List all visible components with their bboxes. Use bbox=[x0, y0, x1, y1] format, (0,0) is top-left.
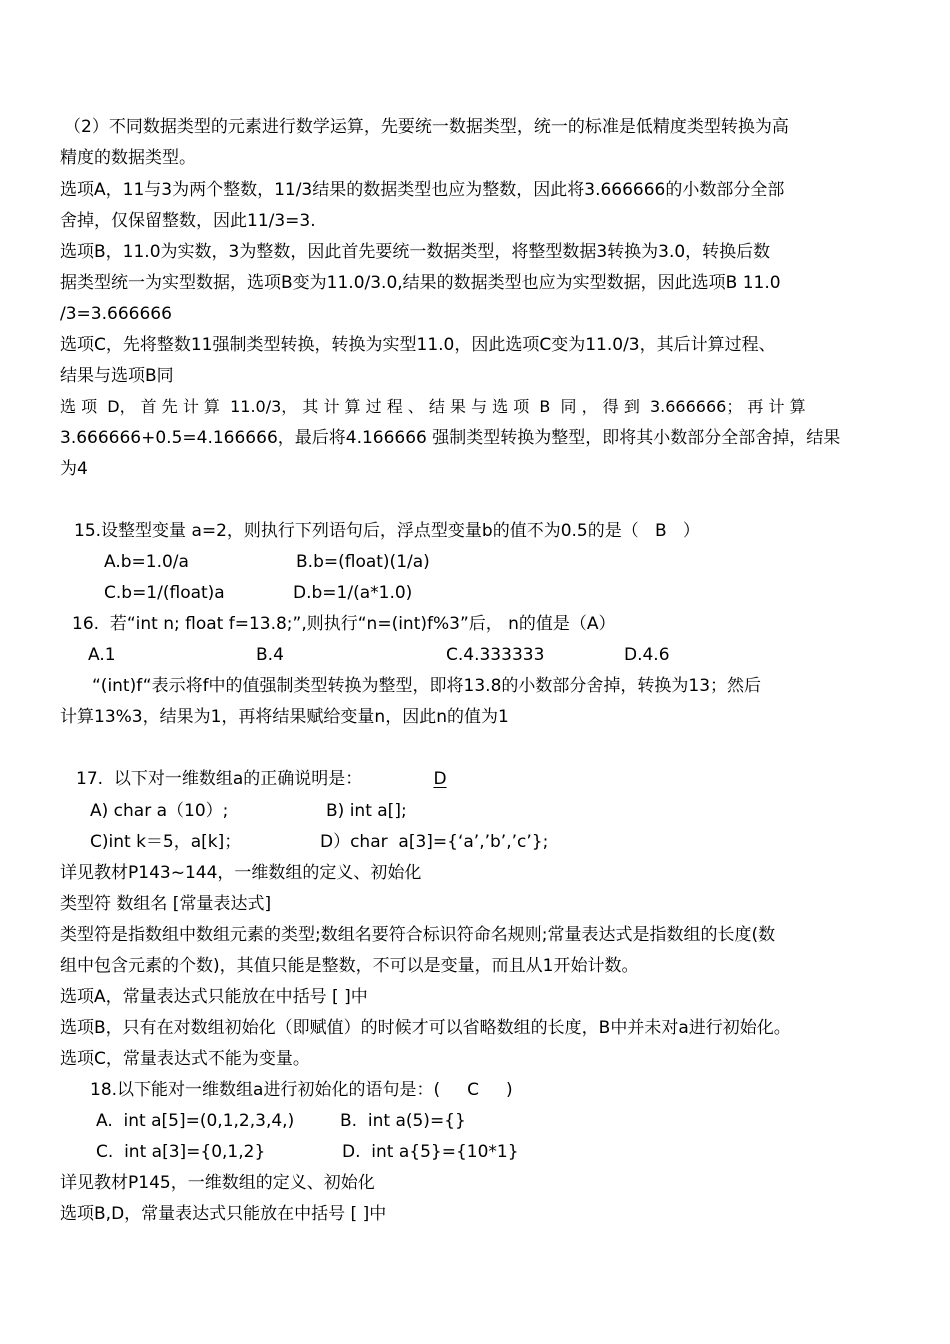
option-d: D.b=1/(a*1.0) bbox=[293, 583, 413, 603]
option-a: A.b=1.0/a bbox=[104, 552, 189, 572]
option-b: B) int a[]; bbox=[326, 801, 407, 821]
text-line: 详见教材P145，一维数组的定义、初始化 bbox=[60, 1173, 375, 1193]
text-line: 选项B，只有在对数组初始化（即赋值）的时候才可以省略数组的长度，B中并未对a进行初始化。 bbox=[60, 1018, 791, 1038]
question-15: 15.设整型变量 a=2，则执行下列语句后，浮点型变量b的值不为0.5的是（ B ） bbox=[74, 521, 700, 541]
text-line: 据类型统一为实型数据，选项B变为11.0/3.0,结果的数据类型也应为实型数据，因此选项B 11.0 bbox=[60, 273, 781, 293]
option-c: C.b=1/(float)a bbox=[104, 583, 225, 603]
text-line: 选项C，常量表达式不能为变量。 bbox=[60, 1049, 310, 1069]
option-b: B.b=(float)(1/a) bbox=[296, 552, 430, 572]
text-line: 选项B，11.0为实数，3为整数，因此首先要统一数据类型，将整型数据3转换为3.0，转换后数 bbox=[60, 242, 771, 262]
text-line: 选项B,D，常量表达式只能放在中括号 [ ]中 bbox=[60, 1204, 387, 1224]
text-line: 类型符 数组名 [常量表达式] bbox=[60, 894, 272, 914]
text-line: 结果与选项B同 bbox=[60, 366, 174, 386]
text-line: 选 项 D， 首 先 计 算 11.0/3， 其 计 算 过 程 、 结 果 与 选 项 B 同 ， 得 到 3.666666； 再 计 算 bbox=[60, 397, 806, 416]
text-line: 选项C，先将整数11强制类型转换，转换为实型11.0，因此选项C变为11.0/3，其后计算过程、 bbox=[60, 335, 776, 355]
text-line: /3=3.666666 bbox=[60, 304, 172, 324]
option-d: D.4.6 bbox=[624, 645, 670, 665]
option-d: D. int a{5}={10*1} bbox=[342, 1142, 519, 1162]
option-a: A. int a[5]=(0,1,2,3,4,) bbox=[96, 1111, 295, 1131]
option-b: B. int a(5)={} bbox=[340, 1111, 466, 1131]
answer-blank: D bbox=[433, 769, 447, 789]
option-d: D）char a[3]={‘a’,’b’,’c’}; bbox=[320, 832, 549, 852]
text-line: 3.666666+0.5=4.166666，最后将4.166666 强制类型转换为整型，即将其小数部分全部舍掉，结果 bbox=[60, 428, 841, 448]
text-line: “(int)f“表示将f中的值强制类型转换为整型，即将13.8的小数部分舍掉，转换为13；然后 bbox=[92, 676, 762, 696]
text-line: （2）不同数据类型的元素进行数学运算，先要统一数据类型，统一的标准是低精度类型转换为高 bbox=[64, 117, 789, 137]
question-16: 16. 若“int n; float f=13.8;”,则执行“n=(int)f%3”后， n的值是（A） bbox=[72, 614, 616, 634]
option-b: B.4 bbox=[256, 645, 284, 665]
text-line: 选项A，常量表达式只能放在中括号 [ ]中 bbox=[60, 987, 368, 1007]
text-line: 组中包含元素的个数)，其值只能是整数，不可以是变量，而且从1开始计数。 bbox=[60, 956, 639, 976]
question-18: 18.以下能对一维数组a进行初始化的语句是：( C ) bbox=[90, 1080, 513, 1100]
text-line: 舍掉，仅保留整数，因此11/3=3. bbox=[60, 211, 316, 231]
text-line: 详见教材P143~144，一维数组的定义、初始化 bbox=[60, 863, 422, 883]
option-a: A) char a（10）; bbox=[90, 801, 229, 821]
option-c: C. int a[3]={0,1,2} bbox=[96, 1142, 266, 1162]
option-c: C)int k＝5，a[k]； bbox=[90, 832, 242, 852]
text-line: 选项A，11与3为两个整数，11/3结果的数据类型也应为整数，因此将3.666666的小数部分全部 bbox=[60, 180, 785, 200]
text-line: 精度的数据类型。 bbox=[60, 148, 196, 168]
text-line: 为4 bbox=[60, 459, 88, 479]
question-17: 17. 以下对一维数组a的正确说明是： bbox=[76, 769, 363, 789]
text-line: 类型符是指数组中数组元素的类型;数组名要符合标识符命名规则;常量表达式是指数组的长度(数 bbox=[60, 925, 776, 945]
option-c: C.4.333333 bbox=[446, 645, 545, 665]
option-a: A.1 bbox=[88, 645, 116, 665]
text-line: 计算13%3，结果为1，再将结果赋给变量n，因此n的值为1 bbox=[60, 707, 509, 727]
